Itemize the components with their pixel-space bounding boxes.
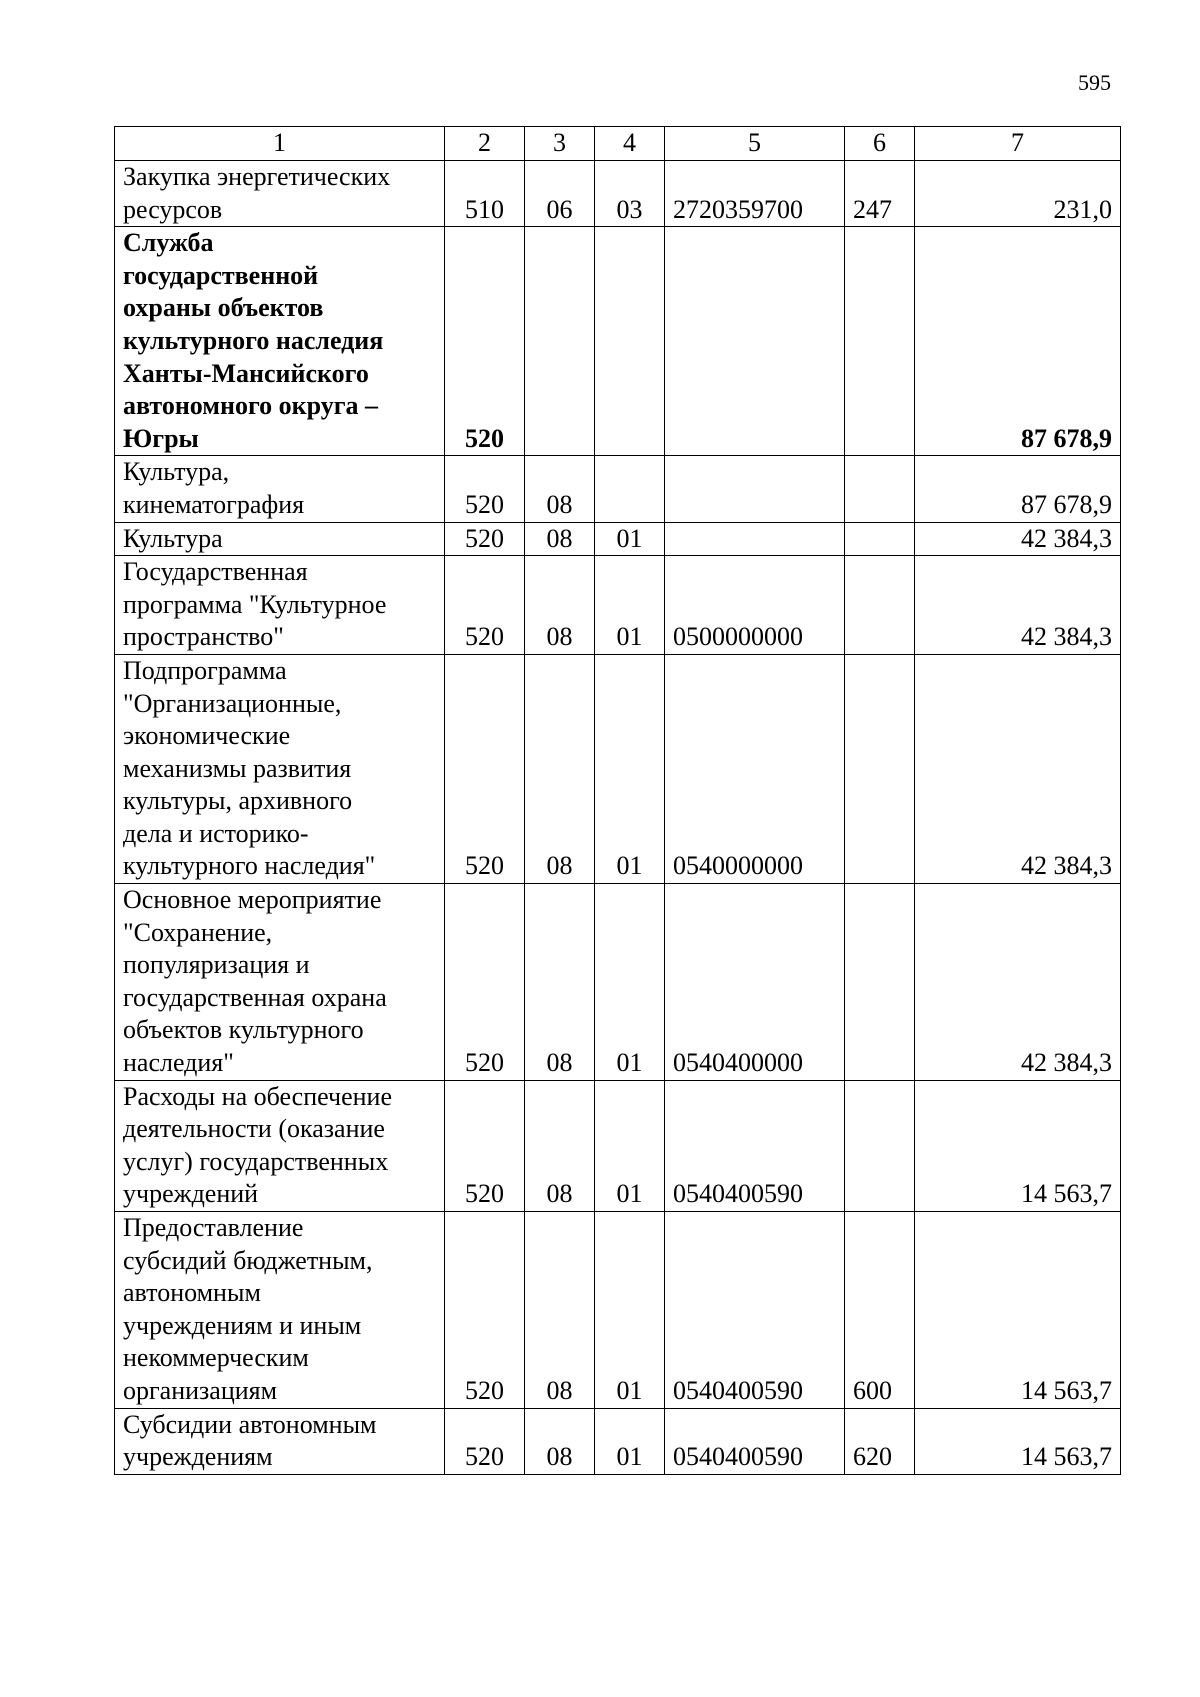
target-article-code-cell: 0540400000 xyxy=(665,884,845,1081)
amount-cell: 42 384,3 xyxy=(915,556,1121,655)
section-code-cell: 06 xyxy=(525,161,595,227)
column-header-3: 3 xyxy=(525,127,595,161)
description-line: учреждениям и иным xyxy=(123,1310,362,1340)
subsection-code-cell: 01 xyxy=(595,1408,665,1474)
expense-type-code-cell xyxy=(845,1080,915,1211)
target-article-code-cell: 0540400590 xyxy=(665,1408,845,1474)
target-article-code-cell xyxy=(665,227,845,456)
subsection-code-cell: 01 xyxy=(595,884,665,1081)
description-line: учреждений xyxy=(123,1179,259,1209)
description-line: услуг) государственных xyxy=(123,1146,389,1176)
description-line: государственная охрана xyxy=(123,982,387,1012)
section-code-cell: 08 xyxy=(525,456,595,522)
table-row xyxy=(115,1212,1121,1409)
page-number: 595 xyxy=(1078,70,1111,95)
row-description xyxy=(115,1080,445,1211)
description-line: культурного наследия xyxy=(123,325,384,355)
description-line: Основное мероприятие xyxy=(123,885,382,915)
section-code-cell: 08 xyxy=(525,1408,595,1474)
target-article-code-cell: 0500000000 xyxy=(665,556,845,655)
description-line: некоммерческим xyxy=(123,1343,309,1373)
description-line: ресурсов xyxy=(123,194,223,224)
description-line: объектов культурного xyxy=(123,1015,364,1045)
description-line: автономным xyxy=(123,1278,261,1308)
subsection-code-cell: 01 xyxy=(595,1080,665,1211)
budget-classification-code-cell: 520 xyxy=(445,1212,525,1409)
expense-type-code-cell: 600 xyxy=(845,1212,915,1409)
description-line: наследия" xyxy=(123,1048,234,1078)
table-row xyxy=(115,1408,1121,1474)
row-description xyxy=(115,456,445,522)
description-line: механизмы развития xyxy=(123,753,352,783)
target-article-code-cell xyxy=(665,522,845,556)
target-article-code-cell: 2720359700 xyxy=(665,161,845,227)
row-description xyxy=(115,1212,445,1409)
description-line: кинематография xyxy=(123,489,305,519)
description-line: Служба xyxy=(123,228,214,258)
budget-classification-code-cell: 520 xyxy=(445,522,525,556)
section-code-cell: 08 xyxy=(525,654,595,883)
table-header-row xyxy=(115,127,1121,161)
description-line: деятельности (оказание xyxy=(123,1114,385,1144)
description-line: Ханты-Мансийского xyxy=(123,358,369,388)
description-line: культурного наследия" xyxy=(123,851,376,881)
column-header-7: 7 xyxy=(915,127,1121,161)
description-line: культуры, архивного xyxy=(123,786,353,816)
description-line: Подпрограмма xyxy=(123,655,287,685)
amount-cell: 14 563,7 xyxy=(915,1080,1121,1211)
row-description xyxy=(115,556,445,655)
expense-type-code-cell xyxy=(845,654,915,883)
description-line: экономические xyxy=(123,721,291,751)
description-line: охраны объектов xyxy=(123,293,324,323)
description-line: "Сохранение, xyxy=(123,917,273,947)
table-row xyxy=(115,884,1121,1081)
row-description xyxy=(115,1408,445,1474)
subsection-code-cell xyxy=(595,456,665,522)
subsection-code-cell: 01 xyxy=(595,654,665,883)
budget-classification-code-cell: 520 xyxy=(445,1080,525,1211)
budget-classification-code-cell: 520 xyxy=(445,227,525,456)
amount-cell: 87 678,9 xyxy=(915,227,1121,456)
description-line: Предоставление xyxy=(123,1213,304,1242)
amount-cell: 14 563,7 xyxy=(915,1408,1121,1474)
column-header-5: 5 xyxy=(665,127,845,161)
description-line: Расходы на обеспечение xyxy=(123,1081,393,1111)
section-code-cell: 08 xyxy=(525,556,595,655)
table-body xyxy=(115,127,1121,1475)
description-line: Субсидии автономным xyxy=(123,1409,377,1439)
section-code-cell: 08 xyxy=(525,884,595,1081)
amount-cell: 42 384,3 xyxy=(915,522,1121,556)
amount-cell: 231,0 xyxy=(915,161,1121,227)
table-row xyxy=(115,227,1121,456)
table-row xyxy=(115,522,1121,556)
description-line: Югры xyxy=(123,423,199,453)
description-line: популяризация и xyxy=(123,950,310,980)
column-header-4: 4 xyxy=(595,127,665,161)
table-row xyxy=(115,456,1121,522)
description-line: учреждениям xyxy=(123,1442,273,1472)
budget-classification-code-cell: 520 xyxy=(445,456,525,522)
expense-type-code-cell xyxy=(845,556,915,655)
expense-type-code-cell xyxy=(845,884,915,1081)
description-line: субсидий бюджетным, xyxy=(123,1245,373,1275)
budget-classification-code-cell: 520 xyxy=(445,556,525,655)
section-code-cell: 08 xyxy=(525,1080,595,1211)
description-line: программа "Культурное xyxy=(123,589,387,619)
subsection-code-cell: 03 xyxy=(595,161,665,227)
section-code-cell: 08 xyxy=(525,522,595,556)
subsection-code-cell: 01 xyxy=(595,522,665,556)
row-description xyxy=(115,161,445,227)
table-row xyxy=(115,654,1121,883)
amount-cell: 87 678,9 xyxy=(915,456,1121,522)
row-description xyxy=(115,654,445,883)
budget-classification-code-cell: 520 xyxy=(445,884,525,1081)
expense-type-code-cell xyxy=(845,522,915,556)
amount-cell: 42 384,3 xyxy=(915,884,1121,1081)
amount-cell: 42 384,3 xyxy=(915,654,1121,883)
expense-type-code-cell: 620 xyxy=(845,1408,915,1474)
column-header-2: 2 xyxy=(445,127,525,161)
row-description xyxy=(115,522,445,556)
description-line: государственной xyxy=(123,260,319,290)
description-line: дела и историко- xyxy=(123,818,309,848)
section-code-cell: 08 xyxy=(525,1212,595,1409)
expense-type-code-cell: 247 xyxy=(845,161,915,227)
table-row xyxy=(115,1080,1121,1211)
budget-classification-code-cell: 520 xyxy=(445,654,525,883)
description-line: пространство" xyxy=(123,622,284,652)
target-article-code-cell: 0540400590 xyxy=(665,1080,845,1211)
subsection-code-cell xyxy=(595,227,665,456)
budget-classification-code-cell: 520 xyxy=(445,1408,525,1474)
description-line: "Организационные, xyxy=(123,688,342,718)
target-article-code-cell: 0540000000 xyxy=(665,654,845,883)
table-row xyxy=(115,161,1121,227)
description-line: Закупка энергетических xyxy=(123,162,391,191)
description-line: Государственная xyxy=(123,557,308,587)
budget-table xyxy=(114,126,1121,1475)
subsection-code-cell: 01 xyxy=(595,1212,665,1409)
description-line: автономного округа – xyxy=(123,391,379,421)
row-description xyxy=(115,884,445,1081)
description-line: Культура, xyxy=(123,457,230,487)
subsection-code-cell: 01 xyxy=(595,556,665,655)
column-header-1: 1 xyxy=(115,127,445,161)
description-line: организациям xyxy=(123,1375,278,1405)
row-description xyxy=(115,227,445,456)
expense-type-code-cell xyxy=(845,227,915,456)
description-line: Культура xyxy=(123,523,223,553)
section-code-cell xyxy=(525,227,595,456)
target-article-code-cell xyxy=(665,456,845,522)
table-row xyxy=(115,556,1121,655)
target-article-code-cell: 0540400590 xyxy=(665,1212,845,1409)
column-header-6: 6 xyxy=(845,127,915,161)
budget-classification-code-cell: 510 xyxy=(445,161,525,227)
expense-type-code-cell xyxy=(845,456,915,522)
amount-cell: 14 563,7 xyxy=(915,1212,1121,1409)
